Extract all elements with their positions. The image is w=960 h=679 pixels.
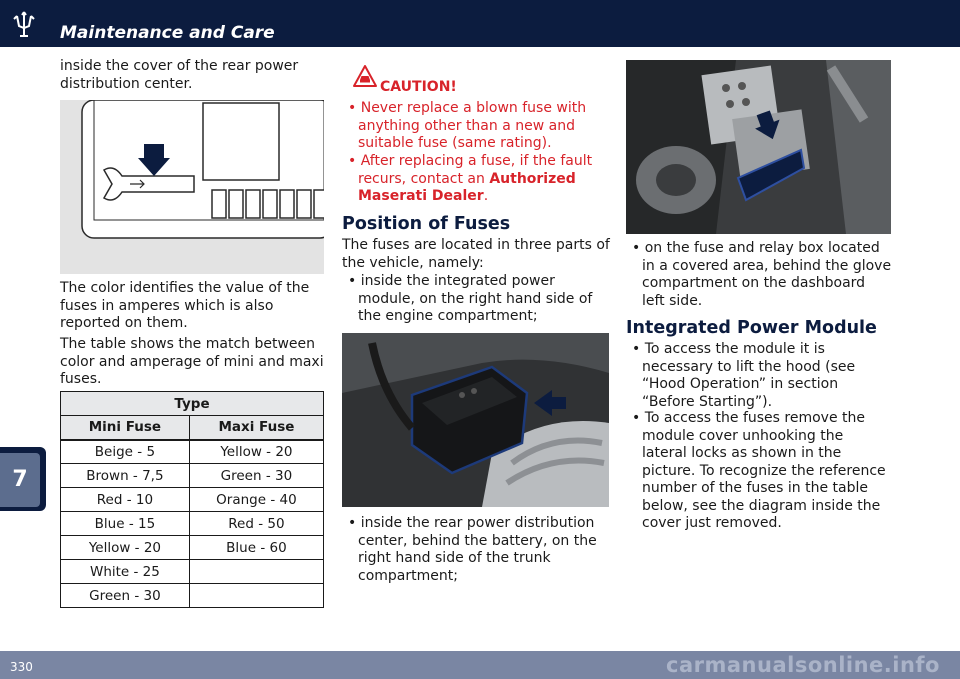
- watermark: carmanualsonline.info: [666, 653, 940, 677]
- position-bullet-1-text: inside the integrated power module, on the right hand side of the engine compartment;: [358, 273, 593, 324]
- table-cell: Green - 30: [189, 464, 323, 488]
- fuse-puller-figure: [60, 100, 324, 274]
- table-cell: Blue - 15: [61, 512, 190, 536]
- table-cell: Green - 30: [61, 584, 190, 608]
- table-cell: [189, 560, 323, 584]
- ipm-bullet-2-text: To access the fuses remove the module cover unhooking the lateral locks as shown in the picture. To recognize the reference number of the fuses in the table below, see the diagram inside the cover just removed.: [642, 410, 886, 531]
- caution-title: CAUTION!: [380, 79, 457, 95]
- table-row: [61, 584, 324, 608]
- ipm-bullet-1: • To access the module it is necessary to lift the hood (see “Hood Operation” in section “Before Starting”).: [632, 341, 856, 410]
- table-header-maxi: Maxi Fuse: [189, 416, 323, 440]
- fuse-puller-illustration: [60, 100, 324, 274]
- table-cell: Red - 10: [61, 488, 190, 512]
- table-cell: Blue - 60: [189, 536, 323, 560]
- header-title: Maintenance and Care: [60, 23, 275, 43]
- position-bullet-3-text: on the fuse and relay box located in a covered area, behind the glove compartment on the dashboard left side.: [642, 240, 892, 309]
- table-row: [61, 512, 324, 536]
- chapter-tab[interactable]: [0, 447, 46, 511]
- table-row: [61, 464, 324, 488]
- position-bullet-1: • inside the integrated power module, on the right hand side of the engine compartment;: [348, 273, 593, 324]
- table-cell: [189, 584, 323, 608]
- caution-bullet-1-text: Never replace a blown fuse with anything other than a new and suitable fuse (same rating).: [358, 100, 587, 151]
- position-intro: The fuses are located in three parts of the vehicle, namely:: [342, 237, 610, 271]
- authorized-dealer-text: Authorized Maserati Dealer: [358, 170, 576, 204]
- position-heading: Position of Fuses: [342, 214, 511, 234]
- table-cell: Red - 50: [189, 512, 323, 536]
- engine-compartment-illustration: [342, 333, 609, 507]
- page-number: 330: [10, 660, 33, 674]
- ipm-bullet-1-text: To access the module it is necessary to lift the hood (see “Hood Operation” in section “Before Starting”).: [642, 341, 856, 410]
- ipm-heading: Integrated Power Module: [626, 318, 877, 338]
- table-cell: Yellow - 20: [61, 536, 190, 560]
- table-row: [61, 440, 324, 464]
- fuse-color-table: [60, 391, 324, 608]
- caution-bullet-2-text: After replacing a fuse, if the fault recurs, contact an: [358, 153, 593, 187]
- table-cell: Orange - 40: [189, 488, 323, 512]
- table-row: [61, 488, 324, 512]
- position-bullet-2-text: inside the rear power distribution center, behind the battery, on the right hand side of the trunk compartment;: [358, 515, 597, 584]
- col1-para2: The table shows the match between color and amperage of mini and maxi fuses.: [60, 336, 324, 387]
- table-cell: White - 25: [61, 560, 190, 584]
- table-row: [61, 560, 324, 584]
- trunk-compartment-illustration: [626, 60, 891, 234]
- position-bullet-3: • on the fuse and relay box located in a covered area, behind the glove compartment on the dashboard left side.: [632, 240, 892, 309]
- col1-para1: The color identifies the value of the fuses in amperes which is also reported on them.: [60, 280, 310, 331]
- ipm-bullet-2: • To access the fuses remove the module cover unhooking the lateral locks as shown in the picture. To recognize the reference number of the fuses in the table below, see the diagram inside the cover just removed.: [632, 410, 886, 531]
- table-cell: Yellow - 20: [189, 440, 323, 464]
- engine-compartment-photo: [342, 333, 609, 507]
- table-cell: Brown - 7,5: [61, 464, 190, 488]
- table-title: Type: [61, 392, 324, 416]
- caution-bullet-2-end: .: [483, 188, 489, 204]
- caution-warning-icon: [352, 64, 378, 88]
- caution-bullet-1: • Never replace a blown fuse with anything other than a new and suitable fuse (same rating).: [348, 100, 587, 151]
- trident-logo-icon: [8, 8, 40, 40]
- col1-intro: inside the cover of the rear power distribution center.: [60, 58, 299, 92]
- caution-bullet-2: • After replacing a fuse, if the fault recurs, contact an Authorized Maserati Dealer.: [348, 153, 593, 204]
- chapter-number: 7: [12, 467, 28, 492]
- table-cell: Beige - 5: [61, 440, 190, 464]
- page-header: [0, 0, 960, 47]
- page-footer: [0, 651, 960, 679]
- trunk-compartment-photo: [626, 60, 891, 234]
- table-row: [61, 536, 324, 560]
- table-header-mini: Mini Fuse: [61, 416, 190, 440]
- position-bullet-2: • inside the rear power distribution center, behind the battery, on the right hand side of the trunk compartment;: [348, 515, 597, 584]
